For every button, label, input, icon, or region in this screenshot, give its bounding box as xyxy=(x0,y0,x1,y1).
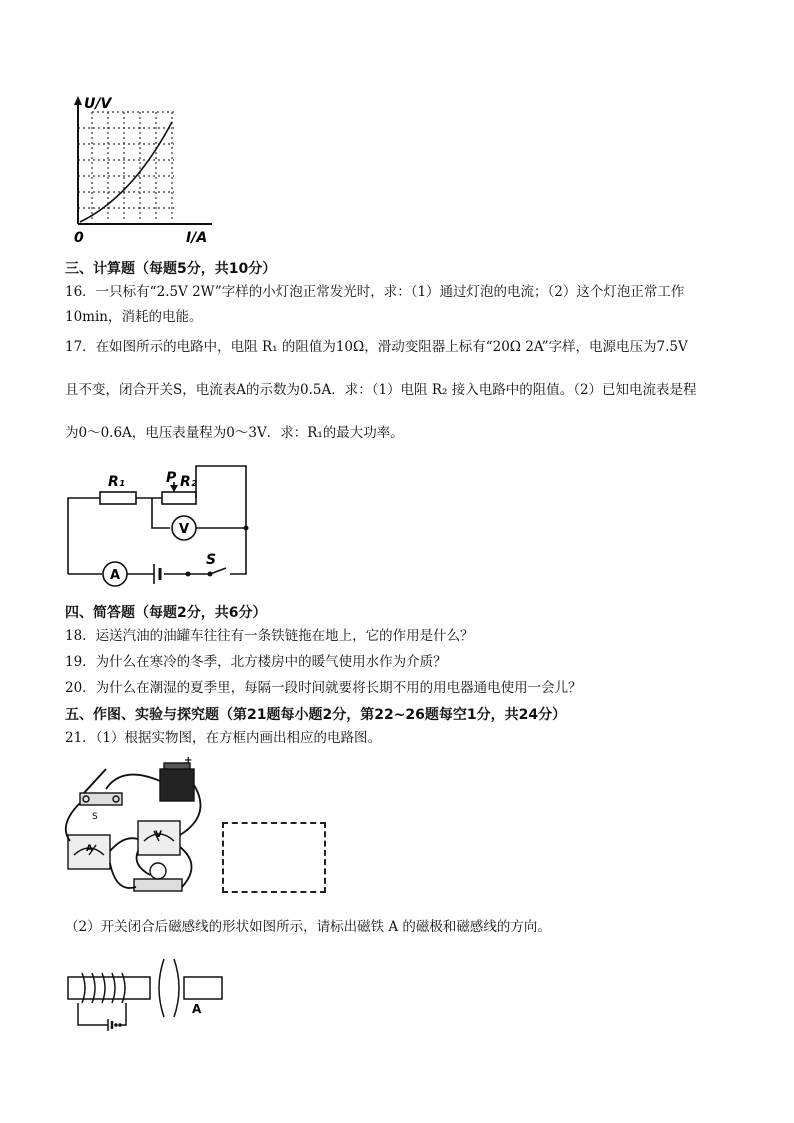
magnet-diagram xyxy=(62,955,232,1035)
rheostat-r2 xyxy=(162,492,196,504)
battery-illustration xyxy=(160,763,194,801)
q16-text-line2: 10min，消耗的电能。 xyxy=(65,309,203,325)
switch-label: S xyxy=(206,552,217,568)
section-5-heading: 五、作图、实验与探究题（第21题每小题2分，第22~26题每空1分，共24分） xyxy=(65,707,567,723)
q18-text: 18．运送汽油的油罐车往往有一条铁链拖在地上，它的作用是什么？ xyxy=(65,628,474,644)
apparatus-illustration xyxy=(62,755,222,905)
field-line xyxy=(174,959,179,1017)
ammeter-label: A xyxy=(110,568,121,583)
p-label: P xyxy=(166,470,177,486)
y-axis-label: U/V xyxy=(84,96,112,112)
q21-part2-text: （2）开关闭合后磁感线的形状如图所示，请标出磁铁 A 的磁极和磁感线的方向。 xyxy=(65,919,551,935)
ammeter-label: A xyxy=(86,844,93,854)
q19-text: 19．为什么在寒冷的冬季，北方楼房中的暖气使用水作为介质？ xyxy=(65,654,447,670)
graph-grid xyxy=(78,112,174,222)
q20-text: 20．为什么在潮湿的夏季里，每隔一段时间就要将长期不用的用电器通电使用一会儿？ xyxy=(65,680,582,696)
field-line xyxy=(159,959,164,1017)
switch-contact xyxy=(118,1023,122,1027)
magnet-a xyxy=(184,977,222,999)
circuit-battery-symbol xyxy=(108,1019,112,1031)
solenoid-core xyxy=(68,977,150,999)
switch-label: S xyxy=(92,812,98,822)
q17-text-line1: 17．在如图所示的电路中，电阻 R₁ 的阻值为10Ω，滑动变阻器上标有“20Ω 2A”字样，电源电压为7.5V xyxy=(65,339,688,355)
q17-text-line3: 为0～0.6A，电压表量程为0～3V．求：R₁的最大功率。 xyxy=(65,425,404,441)
resistor-r1 xyxy=(100,492,136,504)
switch-contact xyxy=(186,572,191,577)
answer-box xyxy=(222,822,326,893)
switch-contact xyxy=(114,1023,118,1027)
y-axis-arrow xyxy=(74,96,82,105)
battery-symbol xyxy=(154,564,160,584)
u-i-curve xyxy=(80,122,172,222)
section-3-heading: 三、计算题（每题5分，共10分） xyxy=(65,261,277,277)
switch-contact xyxy=(208,572,213,577)
q17-text-line2: 且不变，闭合开关S，电流表A的示数为0.5A．求：（1）电阻 R₂ 接入电路中的阻值。（2）已知电流表是程 xyxy=(65,382,697,398)
voltmeter-label: V xyxy=(155,830,162,840)
section-4-heading: 四、简答题（每题2分，共6分） xyxy=(65,605,267,621)
q21-part1-text: 21．（1）根据实物图，在方框内画出相应的电路图。 xyxy=(65,730,382,746)
battery-plus-label: + xyxy=(184,755,193,766)
magnet-a-label: A xyxy=(192,1002,202,1016)
voltmeter-label: V xyxy=(179,522,190,537)
u-i-graph xyxy=(62,92,222,247)
origin-label: 0 xyxy=(74,230,84,246)
q16-text-line1: 16．一只标有“2.5V 2W”字样的小灯泡正常发光时，求：（1）通过灯泡的电流；（2）这个灯泡正常工作 xyxy=(65,284,685,300)
r1-label: R₁ xyxy=(108,474,125,490)
x-axis-label: I/A xyxy=(186,230,208,246)
circuit-diagram-q17 xyxy=(60,458,260,588)
junction-dot xyxy=(244,526,249,531)
slider-arrow xyxy=(170,485,178,492)
r2-label: R₂ xyxy=(180,474,197,490)
knife-switch-illustration xyxy=(80,769,122,805)
